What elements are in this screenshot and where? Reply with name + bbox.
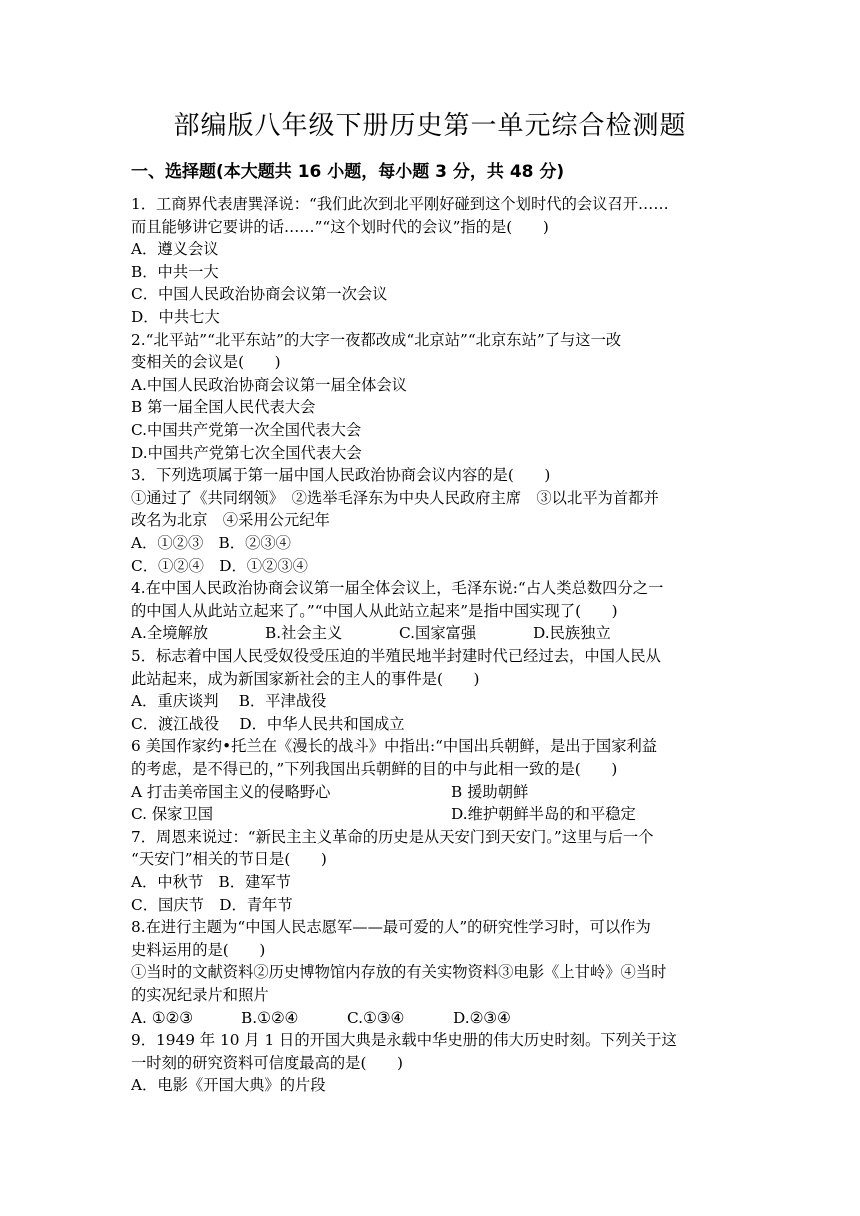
text-line: A．电影《开国大典》的片段 <box>131 1076 326 1095</box>
answer-option: A.全境解放 <box>131 624 209 643</box>
answer-option: B.社会主义 <box>265 624 343 643</box>
text-line: A.中国人民政治协商会议第一届全体会议 <box>131 375 407 394</box>
text-line: 的考虑，是不得已的，”下列我国出兵朝鲜的目的中与此相一致的是( ) <box>131 760 618 778</box>
text-line: 8.在进行主题为“中国人民志愿军——最可爱的人”的研究性学习时，可以作为 <box>131 918 651 937</box>
text-line: 2.“北平站”“北平东站”的大字一夜都改成“北京站”“北京东站”了与这一改 <box>131 330 622 349</box>
text-line: 3．下列选项属于第一届中国人民政治协商会议内容的是( ) <box>131 466 551 485</box>
answer-option: A 打击美帝国主义的侵略野心 <box>131 782 331 801</box>
option-row <box>131 622 731 645</box>
option-row <box>131 781 731 804</box>
text-line: C．国庆节 D．青年节 <box>131 895 293 914</box>
answer-option: B 援助朝鲜 <box>451 782 529 801</box>
text-line: ①当时的文献资料②历史博物馆内存放的有关实物资料③电影《上甘岭》④当时 <box>131 963 667 982</box>
text-line: D.中国共产党第七次全国代表大会 <box>131 443 362 462</box>
option-row <box>131 1007 731 1030</box>
text-line: 的中国人从此站立起来了。”“中国人从此站立起来”是指中国实现了( ) <box>131 601 618 620</box>
text-line: D．中共七大 <box>131 308 220 326</box>
answer-option: C.国家富强 <box>399 624 477 643</box>
text-line: A．遵义会议 <box>131 240 219 259</box>
answer-option: C. 保家卫国 <box>131 805 214 824</box>
text-line: 6 美国作家约•托兰在《漫长的战斗》中指出:“中国出兵朝鲜，是出于国家利益 <box>131 737 658 756</box>
answer-option: D.维护朝鲜半岛的和平稳定 <box>451 805 636 824</box>
section-heading: 一、选择题(本大题共 16 小题，每小题 3 分，共 48 分) <box>131 162 565 182</box>
text-line: B．中共一大 <box>131 262 219 281</box>
text-line: C.中国共产党第一次全国代表大会 <box>131 421 362 439</box>
text-line: “天安门”相关的节日是( ) <box>131 850 327 869</box>
text-line: 9．1949 年 10 月 1 日的开国大典是永载中华史册的伟大历史时刻。下列关于这 <box>131 1031 677 1050</box>
text-line: 5．标志着中国人民受奴役受压迫的半殖民地半封建时代已经过去，中国人民从 <box>131 647 661 665</box>
text-line: B 第一届全国人民代表大会 <box>131 398 316 417</box>
answer-option: B.①②④ <box>241 1008 299 1027</box>
text-line: 史料运用的是( ) <box>131 940 266 959</box>
answer-option: A. ①②③ <box>131 1008 193 1027</box>
answer-option: C.①③④ <box>347 1008 405 1027</box>
text-line: 改名为北京 ④采用公元纪年 <box>131 511 330 530</box>
text-line: 1．工商界代表唐巽泽说：“我们此次到北平刚好碰到这个划时代的会议召开…… <box>131 195 669 213</box>
text-line: 此站起来，成为新国家新社会的主人的事件是( ) <box>131 669 480 688</box>
text-line: A．①②③ B．②③④ <box>131 534 291 552</box>
answer-option: D.②③④ <box>453 1008 511 1027</box>
text-line: 7．周恩来说过：“新民主主义革命的历史是从天安门到天安门。”这里与后一个 <box>131 827 654 846</box>
text-line: 变相关的会议是( ) <box>131 353 281 372</box>
text-line: ①通过了《共同纲领》 ②选举毛泽东为中央人民政府主席 ③以北平为首都并 <box>131 488 659 507</box>
text-line: C．中国人民政治协商会议第一次会议 <box>131 285 388 304</box>
text-line: A．重庆谈判 B．平津战役 <box>131 692 327 711</box>
page-title: 部编版八年级下册历史第一单元综合检测题 <box>173 111 687 141</box>
text-line: 的实况纪录片和照片 <box>131 986 269 1004</box>
option-row <box>131 803 731 826</box>
answer-option: D.民族独立 <box>533 624 611 643</box>
text-line: 一时刻的研究资料可信度最高的是( ) <box>131 1053 403 1072</box>
text-line: A．中秋节 B．建军节 <box>131 873 291 891</box>
text-line: 4.在中国人民政治协商会议第一届全体会议上，毛泽东说:“占人类总数四分之一 <box>131 579 664 598</box>
text-line: C．渡江战役 D．中华人民共和国成立 <box>131 714 405 733</box>
text-line: 而且能够讲它要讲的话……”“这个划时代的会议”指的是( ) <box>131 217 549 236</box>
text-line: C．①②④ D．①②③④ <box>131 556 308 575</box>
